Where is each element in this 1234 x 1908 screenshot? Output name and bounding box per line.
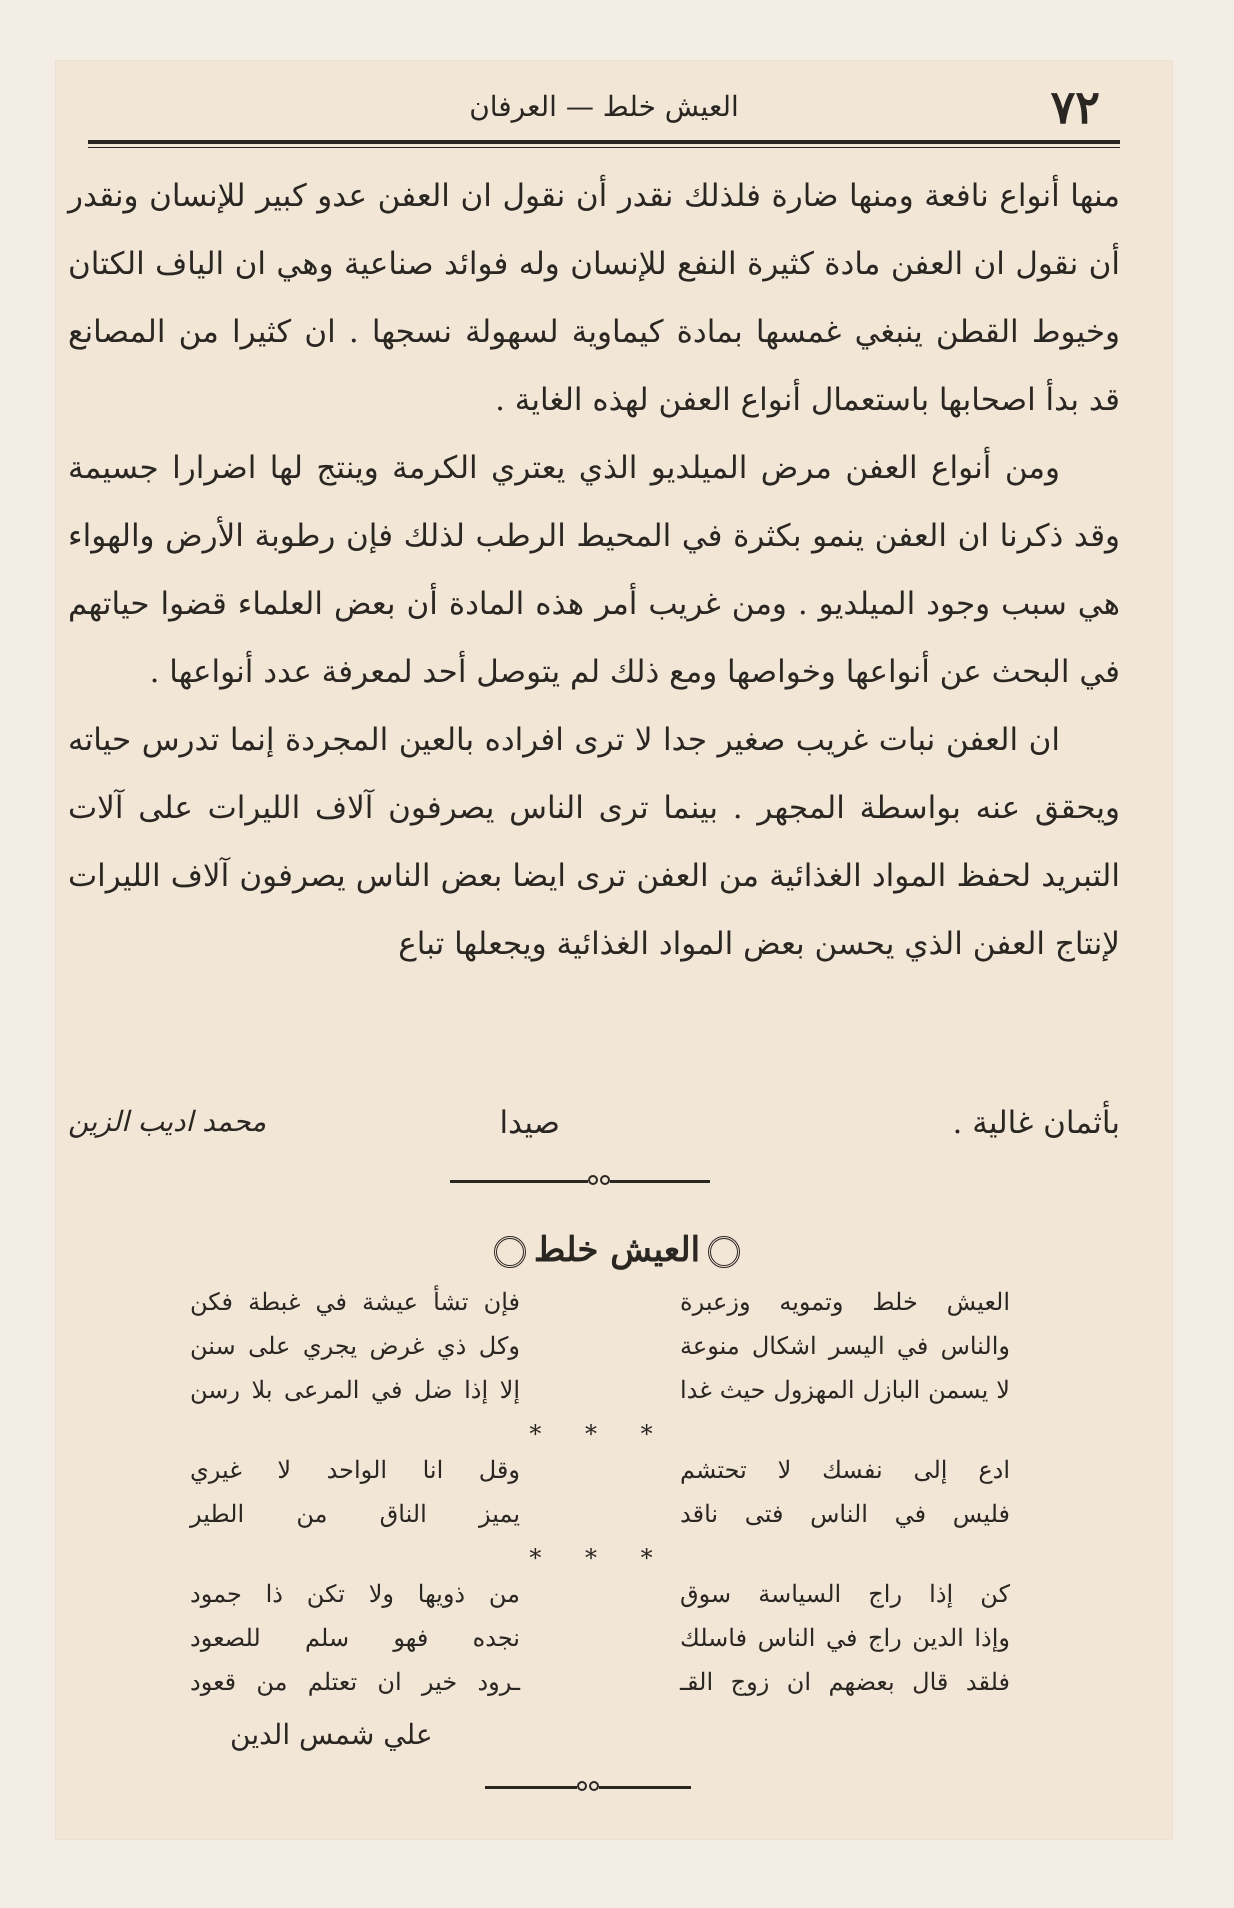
page-number: ٧٢	[1050, 80, 1100, 134]
verse-second-half: إلا إذا ضل في المرعى بلا رسن	[190, 1376, 520, 1404]
star-separator: * * *	[529, 1544, 671, 1572]
verse-second-half: من ذويها ولا تكن ذا جمود	[190, 1580, 520, 1608]
poem	[190, 1288, 1010, 1712]
verse-first-half: فلقد قال بعضهم ان زوج القـ	[680, 1668, 1010, 1696]
verse-first-half: والناس في اليسر اشكال منوعة	[680, 1332, 1010, 1360]
article-paragraph: منها أنواع نافعة ومنها ضارة فلذلك نقدر أن نقول ان العفن عدو كبير للإنسان ونقدر أن نقول ان العفن مادة كثيرة النفع للإنسان وله فوائد صناعية وهي ان الياف الكتان وخيوط القطن ينبغي غمسها بمادة كيماوية لسهولة نسجها . ان كثيرا من المصانع قد بدأ اصحابها باستعمال أنواع العفن لهذه الغاية .	[68, 178, 1120, 418]
article-body	[68, 162, 1120, 978]
verse-second-half: وقل انا الواحد لا غيري	[190, 1456, 520, 1484]
poem-verse	[190, 1456, 1010, 1500]
verse-second-half: فإن تشأ عيشة في غبطة فكن	[190, 1288, 520, 1316]
poem-verse	[190, 1668, 1010, 1712]
article-closing: بأثمان غالية .	[952, 1105, 1120, 1141]
article-place: صيدا	[499, 1105, 560, 1141]
header-rule	[88, 140, 1120, 148]
poem-verse	[190, 1332, 1010, 1376]
verse-second-half: نجده فهو سلم للصعود	[190, 1624, 520, 1652]
article-paragraph: ان العفن نبات غريب صغير جدا لا ترى افراده بالعين المجردة إنما تدرس حياته ويحقق عنه بواسطة المجهر . بينما ترى الناس يصرفون آلاف الليرات على آلات التبريد لحفظ المواد الغذائية من العفن ترى ايضا بعض الناس يصرفون آلاف الليرات لإنتاج العفن الذي يحسن بعض المواد الغذائية ويجعلها تباع	[68, 722, 1120, 962]
poem-verse	[190, 1288, 1010, 1332]
poem-verse	[190, 1624, 1010, 1668]
rosette-icon	[708, 1236, 740, 1268]
poem-verse	[190, 1376, 1010, 1420]
page-header	[88, 70, 1120, 150]
poem-poet: علي شمس الدين	[230, 1718, 433, 1751]
verse-first-half: لا يسمن البازل المهزول حيث غدا	[680, 1376, 1010, 1404]
article-author: محمد اديب الزين	[68, 1105, 267, 1138]
rosette-icon	[494, 1236, 526, 1268]
verse-first-half: وإذا الدين راج في الناس فاسلك	[680, 1624, 1010, 1652]
verse-second-half: ـرود خير ان تعتلم من قعود	[190, 1668, 520, 1696]
article-paragraph: ومن أنواع العفن مرض الميلديو الذي يعتري الكرمة وينتج لها اضرارا جسيمة وقد ذكرنا ان العفن ينمو بكثرة في المحيط الرطب لذلك فإن رطوبة الأرض والهواء هي سبب وجود الميلديو . ومن غريب أمر هذه المادة أن بعض العلماء قضوا حياتهم في البحث عن أنواعها وخواصها ومع ذلك لم يتوصل أحد لمعرفة عدد أنواعها .	[68, 450, 1120, 690]
running-title: العيش خلط — العرفان	[469, 90, 739, 123]
article-signature-row	[68, 1105, 1120, 1165]
verse-first-half: العيش خلط وتمويه وزعبرة	[680, 1288, 1010, 1316]
section-divider	[450, 1174, 710, 1188]
divider-knot-icon	[588, 1174, 610, 1188]
divider-knot-icon	[577, 1780, 599, 1794]
poem-verse	[190, 1500, 1010, 1544]
verse-second-half: وكل ذي غرض يجري على سنن	[190, 1332, 520, 1360]
star-separator: * * *	[529, 1420, 671, 1448]
verse-first-half: ادع إلى نفسك لا تحتشم	[680, 1456, 1010, 1484]
verse-first-half: فليس في الناس فتى ناقد	[680, 1500, 1010, 1528]
verse-second-half: يميز الناق من الطير	[190, 1500, 520, 1528]
poem-verse	[190, 1580, 1010, 1624]
poem-title-text: العيش خلط	[533, 1230, 701, 1270]
end-divider	[485, 1780, 691, 1794]
verse-first-half: كن إذا راج السياسة سوق	[680, 1580, 1010, 1608]
poem-title	[0, 1230, 1234, 1270]
